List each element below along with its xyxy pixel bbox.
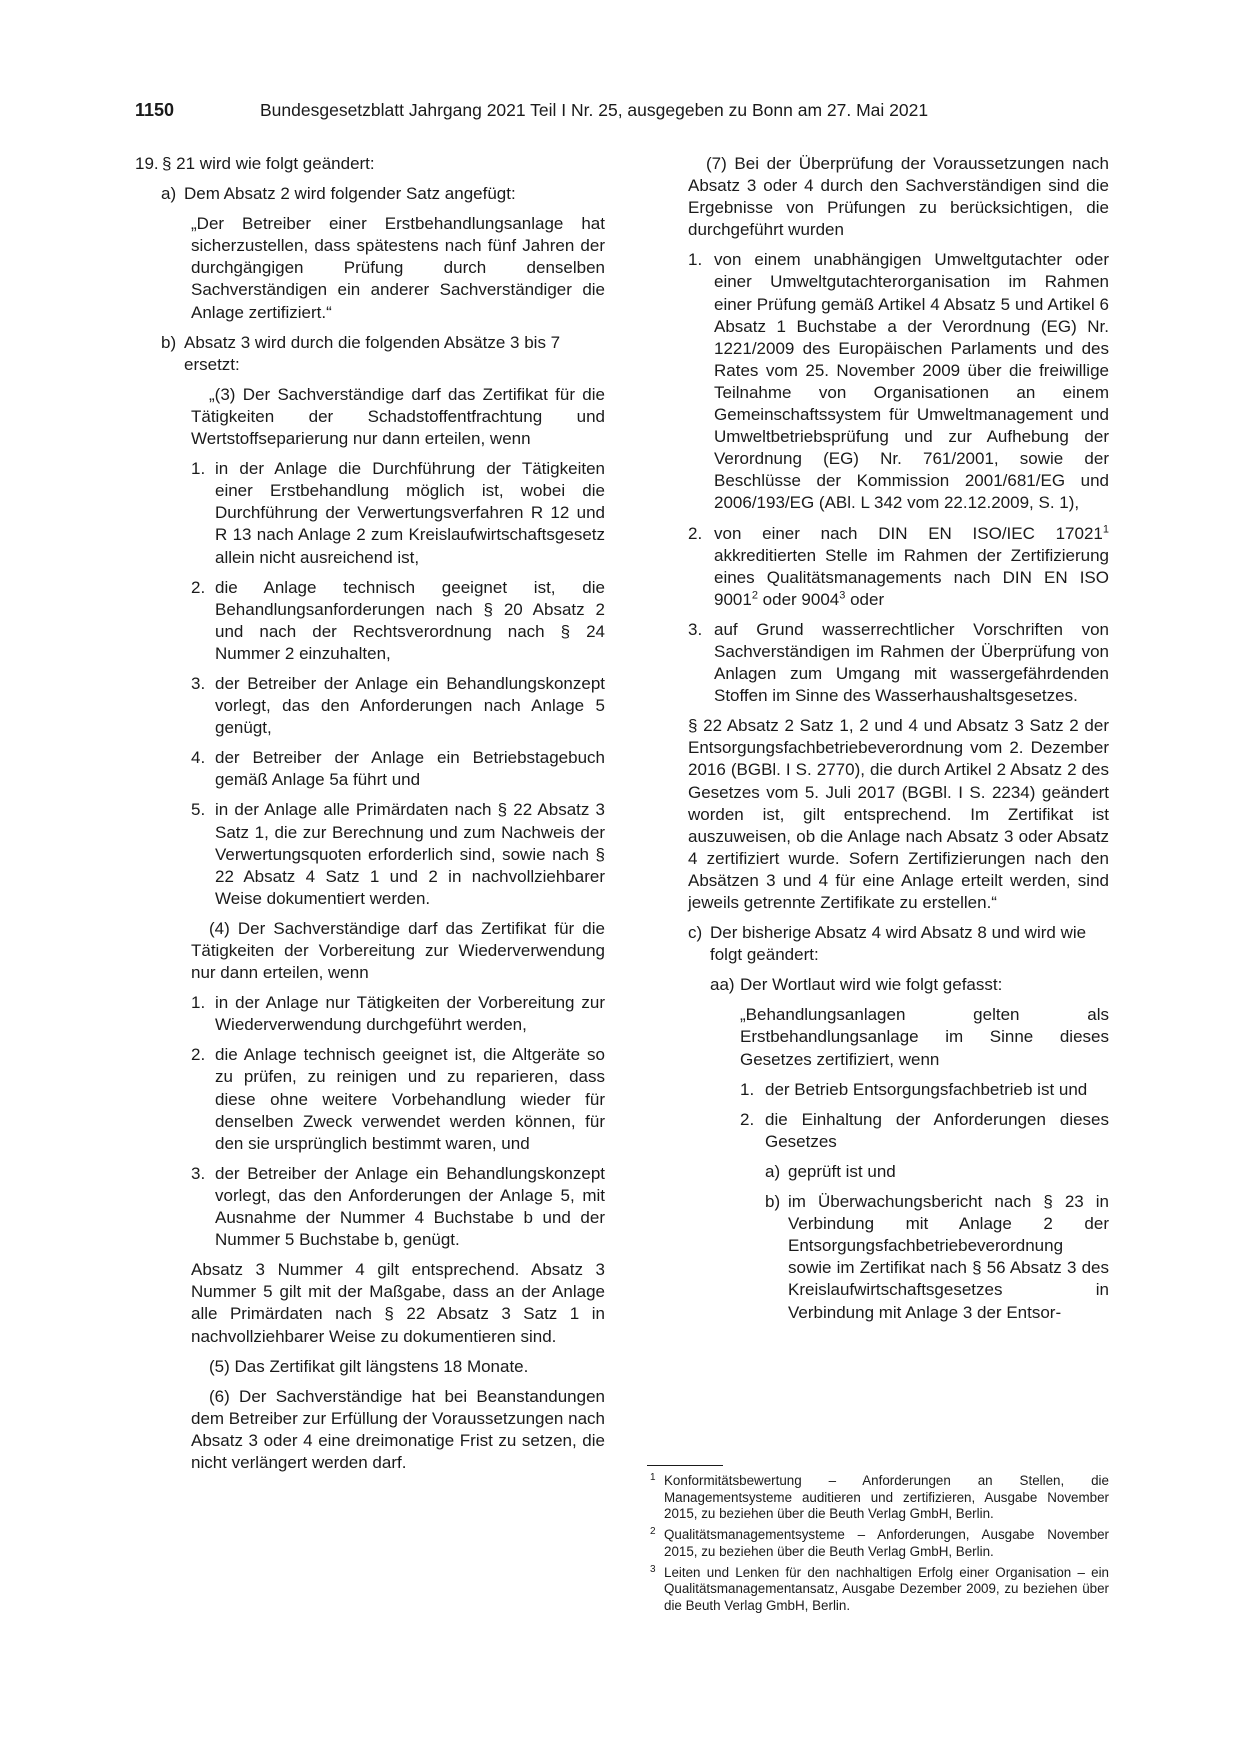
right-column	[647, 153, 1109, 1332]
footnotes	[647, 1473, 1109, 1619]
item-number: 19.	[135, 154, 159, 173]
paragraph-4-list	[135, 992, 605, 1251]
footnote-rule	[647, 1465, 723, 1466]
list-item-text: in der Anlage alle Primärdaten nach § 22 Absatz 3 Satz 1, die zur Berechnung und zum Nachweis der Verwertungsquoten erforderlich sind, sowie nach § 22 Absatz 4 Satz 1 und 2 in nachvollziehbarer Weise dokumentiert werden.	[215, 800, 605, 908]
text-fragment: oder	[845, 589, 885, 609]
subitem-b	[161, 332, 605, 376]
subitem-label: aa)	[710, 975, 735, 995]
paragraph-7-list	[647, 249, 1109, 707]
footnote	[647, 1473, 1109, 1523]
left-column	[135, 153, 605, 1482]
item-text: § 21 wird wie folgt geändert:	[162, 154, 375, 173]
subitem-label: a)	[161, 184, 177, 204]
paragraph-5: (5) Das Zertifikat gilt längstens 18 Monate.	[209, 1356, 529, 1376]
paragraph-3-list	[135, 458, 605, 910]
list-item	[191, 1163, 605, 1251]
sub-list-label: b)	[765, 1192, 781, 1212]
list-item	[191, 577, 605, 665]
footnote-ref-3[interactable]: 3	[839, 589, 846, 602]
list-item-text: von einem unabhängigen Umweltgutachter oder einer Umweltgutachterorganisation im Rahmen einer Prüfung gemäß Artikel 4 Absatz 5 und Artikel 6 Absatz 1 Buchstabe a der Verordnung (EG) Nr. 1221/2009 des Europäischen Parlaments und des Rates vom 25. November 2009 über die freiwillige Teilnahme von Organisationen an einem Gemeinschaftssystem für Umweltmanagement und Umweltbetriebsprüfung und zur Aufhebung der Verordnung (EG) Nr. 761/2001, sowie der Beschlüsse der Kommission 2001/681/EG und 2006/193/EG (ABl. L 342 vom 22.12.2009, S. 1),	[714, 250, 1109, 513]
list-item	[191, 458, 605, 568]
list-item	[191, 1044, 605, 1154]
list-item-number: 5.	[191, 800, 206, 820]
page-number: 1150	[135, 100, 175, 120]
paragraph-7-tail: § 22 Absatz 2 Satz 1, 2 und 4 und Absatz 3 Satz 2 der Entsorgungsfachbetriebeverordnung vom 2. Dezember 2016 (BGBl. I S. 2770), die durch Artikel 2 Absatz 2 des Gesetzes vom 5. Juli 2017 (BGBl. I S. 2234) geändert worden ist, gilt entsprechend. Im Zertifikat ist auszuweisen, ob die Anlage nach Absatz 3 oder Absatz 4 zertifiziert wurde. Sofern Zertifizierungen nach den Absätzen 3 und 4 für eine Anlage erteilt werden, sind jeweils getrennte Zertifikate zu erstellen.“	[688, 716, 1109, 912]
text-fragment: oder 9004	[757, 589, 840, 609]
list-item-number: 2.	[191, 577, 206, 597]
sub-list-text: im Überwachungsbericht nach § 23 in Verbindung mit Anlage 2 der Entsorgungsfachbetriebeverordnung sowie im Zertifikat nach § 56 Absatz 3 des Kreislaufwirtschaftsgesetzes in Verbindung mit Anlage 3 der Entsor-	[788, 1192, 1109, 1322]
list-item-text	[714, 523, 1109, 611]
list-item-number: 1.	[191, 993, 206, 1013]
list-item-text: in der Anlage nur Tätigkeiten der Vorbereitung zur Wiederverwendung durchgeführt werden,	[215, 993, 605, 1035]
list-item-text: der Betreiber der Anlage ein Betriebstagebuch gemäß Anlage 5a führt und	[215, 748, 605, 790]
subitem-c	[688, 922, 1109, 966]
subitem-label: c)	[688, 923, 703, 943]
footnote-mark: 2	[650, 1526, 656, 1538]
list-item-number: 1.	[191, 459, 206, 479]
list-item	[688, 249, 1109, 514]
list-item	[688, 619, 1109, 707]
paragraph-6: (6) Der Sachverständige hat bei Beanstandungen dem Betreiber zur Erfüllung der Voraussetzungen nach Absatz 3 oder 4 eine dreimonatige Frist zu setzen, die nicht verlängert werden darf.	[191, 1386, 605, 1472]
sub-list-item	[765, 1161, 1109, 1183]
paragraph-4: (4) Der Sachverständige darf das Zertifikat für die Tätigkeiten der Vorbereitung zur Wiederverwendung nur dann erteilen, wenn	[191, 918, 605, 983]
list-item-number: 3.	[688, 619, 703, 639]
subitem-aa	[710, 974, 1109, 996]
footnote-text: Leiten und Lenken für den nachhaltigen Erfolg einer Organisation – ein Qualitätsmanagementansatz, Ausgabe Dezember 2009, zu beziehen über die Beuth Verlag GmbH, Berlin.	[664, 1564, 1109, 1613]
subitem-text: Absatz 3 wird durch die folgenden Absätze 3 bis 7 ersetzt:	[184, 332, 561, 374]
footnote-text: Qualitätsmanagementsysteme – Anforderungen, Ausgabe November 2015, zu beziehen über die Beuth Verlag GmbH, Berlin.	[664, 1527, 1109, 1559]
list-item	[740, 1079, 1109, 1101]
quote-paragraph: „Der Betreiber einer Erstbehandlungsanlage hat sicherzustellen, dass spätestens nach fünf Jahren der durchgängigen Prüfung durch denselben Sachverständigen ein anderer Sachverständiger die Anlage zertifiziert.“	[191, 214, 605, 322]
list-item	[740, 1109, 1109, 1153]
subitem-text: Der bisherige Absatz 4 wird Absatz 8 und wird wie folgt geändert:	[710, 923, 1087, 965]
paragraph-3: „(3) Der Sachverständige darf das Zertifikat für die Tätigkeiten der Schadstoffentfrachtung und Wertstoffseparierung nur dann erteilen, wenn	[191, 384, 605, 449]
list-item-number: 1.	[740, 1079, 755, 1099]
list-item-text: der Betreiber der Anlage ein Behandlungskonzept vorlegt, das den Anforderungen nach Anlage 5 genügt,	[215, 673, 605, 738]
list-item-text: in der Anlage die Durchführung der Tätigkeiten einer Erstbehandlung möglich ist, wobei die Durchführung der Verwertungsverfahren R 12 und R 13 nach Anlage 2 zum Kreislaufwirtschaftsgesetz allein nicht ausreichend ist,	[215, 459, 605, 567]
list-item-text: die Einhaltung der Anforderungen dieses Gesetzes	[765, 1109, 1109, 1151]
list-item-number: 3.	[191, 673, 206, 693]
subitem-text: Dem Absatz 2 wird folgender Satz angefügt:	[184, 184, 516, 204]
list-item-text: die Anlage technisch geeignet ist, die Behandlungsanforderungen nach § 20 Absatz 2 und nach der Rechtsverordnung nach § 24 Nummer 2 einzuhalten,	[215, 577, 605, 663]
footnote-mark: 3	[650, 1563, 656, 1575]
subitem-label: b)	[161, 332, 177, 352]
list-item	[191, 799, 605, 909]
text-fragment: akkreditierten Stelle im Rahmen der Zertifizierung eines Qualitätsmanagements nach DIN EN ISO 9001	[714, 545, 1109, 609]
sub-list-item	[765, 1191, 1109, 1324]
list-item	[688, 523, 1109, 611]
list-item-text: auf Grund wasserrechtlicher Vorschriften von Sachverständigen im Rahmen der Überprüfung von Anlagen zum Umgang mit wassergefährdenden Stoffen im Sinne des Wasserhaushaltsgesetzes.	[714, 619, 1109, 706]
subitem-text: Der Wortlaut wird wie folgt gefasst:	[740, 975, 1003, 995]
list-item-text: der Betreiber der Anlage ein Behandlungskonzept vorlegt, das den Anforderungen der Anlage 5, mit Ausnahme der Nummer 4 Buchstabe b und der Nummer 5 Buchstabe b, genügt.	[215, 1163, 605, 1250]
paragraph-4-tail: Absatz 3 Nummer 4 gilt entsprechend. Absatz 3 Nummer 5 gilt mit der Maßgabe, dass an der Anlage alle Primärdaten nach § 22 Absatz 3 Satz 1 in nachvollziehbarer Weise zu dokumentieren sind.	[191, 1260, 605, 1346]
list-item-number: 4.	[191, 748, 206, 768]
list-item-number: 3.	[191, 1163, 206, 1183]
footnote-ref-2[interactable]: 2	[751, 589, 758, 602]
list-item	[191, 992, 605, 1036]
quote-paragraph: „Behandlungsanlagen gelten als Erstbehandlungsanlage im Sinne dieses Gesetzes zertifiziert, wenn	[740, 1005, 1109, 1069]
sub-list-label: a)	[765, 1161, 781, 1181]
list-item-text: die Anlage technisch geeignet ist, die Altgeräte so zu prüfen, zu reinigen und zu reparieren, dass diese ohne weitere Vorbehandlung wieder für denselben Zweck verwendet werden können, für den sie ursprünglich bestimmt waren, und	[215, 1045, 605, 1153]
footnote	[647, 1565, 1109, 1615]
list-item	[191, 747, 605, 791]
running-title: Bundesgesetzblatt Jahrgang 2021 Teil I Nr. 25, ausgegeben zu Bonn am 27. Mai 2021	[260, 100, 929, 120]
footnote-ref-1[interactable]: 1	[1102, 522, 1109, 535]
paragraph-7: (7) Bei der Überprüfung der Voraussetzungen nach Absatz 3 oder 4 durch den Sachverständigen sind die Ergebnisse von Prüfungen zu berücksichtigen, die durchgeführt wurden	[688, 154, 1109, 240]
sub-list-text: geprüft ist und	[788, 1161, 896, 1181]
list-item-number: 2.	[191, 1045, 206, 1065]
list-item	[191, 673, 605, 739]
list-item-text: der Betrieb Entsorgungsfachbetrieb ist und	[765, 1079, 1088, 1099]
list-item-number: 2.	[740, 1109, 755, 1129]
footnote-mark: 1	[650, 1472, 656, 1483]
list-item-number: 1.	[688, 250, 703, 270]
amendment-item-19	[135, 153, 605, 175]
footnote-text: Konformitätsbewertung – Anforderungen an Stellen, die Managementsysteme auditieren und zertifizieren, Ausgabe November 2015, zu beziehen über die Beuth Verlag GmbH, Berlin.	[664, 1473, 1109, 1522]
list-item-number: 2.	[688, 523, 703, 543]
subitem-a	[161, 183, 605, 205]
text-fragment: von einer nach DIN EN ISO/IEC 17021	[714, 523, 1103, 543]
footnote	[647, 1527, 1109, 1560]
